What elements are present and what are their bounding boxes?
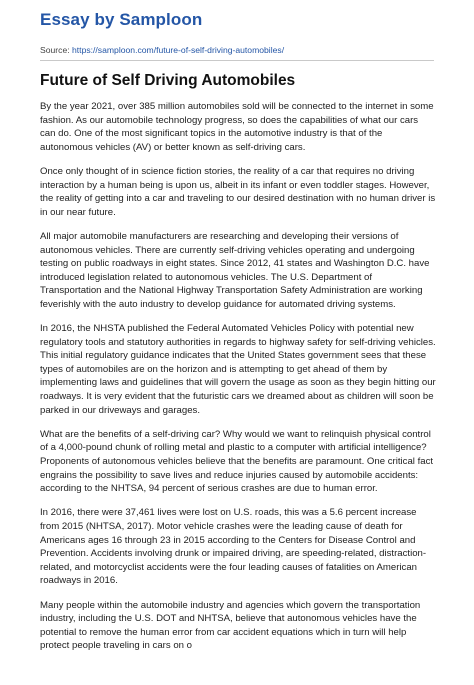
source-link[interactable]: https://samploon.com/future-of-self-driving-automobiles/ (72, 45, 285, 55)
paragraph-4: In 2016, the NHSTA published the Federal Automated Vehicles Policy with potential new regulatory tools and statutory authorities in regards to highway safety for self-driving vehicles. This initial regulatory guidance indicates that the United States government sees that these types of automobiles are on the horizon and is attempting to get ahead of them by implementing laws and guidelines that will govern the usage as soon as they begin hitting our roadways. It is very evident that the futuristic cars we dreamed about as children will soon be parked in our driveways and garages. (40, 323, 436, 416)
paragraph-1: By the year 2021, over 385 million automobiles sold will be connected to the internet in some fashion. As our automobile technology progress, so does the capabilities of what our cars can do. One of the most significant topics in the automotive industry is that of the autonomous vehicles (AV) or better known as self-driving cars. (40, 101, 434, 153)
site-brand-title: Essay by Samploon (40, 10, 203, 29)
header-divider (40, 60, 434, 61)
paragraph-2: Once only thought of in science fiction stories, the reality of a car that requires no driving interaction by a human being is upon us, albeit in its infant or even toddler stages. However, the reality of getting into a car and traveling to our desired destination with no human driver is in our near future. (40, 165, 436, 218)
source-label: Source: (40, 45, 73, 55)
essay-title: Future of Self Driving Automobiles (40, 72, 296, 89)
paragraph-3: All major automobile manufacturers are researching and developing their versions of autonomous vehicles. There are currently self-driving vehicles operating and undergoing testing on public roadways in eight states. Since 2012, 41 states and Washington D.C. have introduced legislation related to autonomous vehicles. The U.S. Department of Transportation and the National Highway Transportation Safety Administration are working feverishly with the auto industry to develop guidance for automated driving systems. (40, 230, 430, 310)
paragraph-7: Many people within the automobile industry and agencies which govern the transportation industry, including the U.S. DOT and NHTSA, believe that autonomous vehicles have the potential to remove the human error from car accident equations which in turn will help protect people traveling in cars on o (40, 599, 421, 652)
paragraph-5: What are the benefits of a self-driving car? Why would we want to relinquish physical control of a 4,000-pound chunk of rolling metal and plastic to a computer with artificial intelligence? Proponents of autonomous vehicles believe that the benefits are paramount. One critical fact engrains the possibility to save lives and reduce injuries caused by automobile accidents: according to the NHTSA, 94 percent of serious crashes are due to human error. (40, 428, 434, 495)
paragraph-6: In 2016, there were 37,461 lives were lost on U.S. roads, this was a 5.6 percent increase from 2015 (NHTSA, 2017). Motor vehicle crashes were the leading cause of death for Americans ages 16 through 23 in 2015 according to the Centers for Disease Control and Prevention. Accidents involving drunk or impaired driving, are speeding-related, distraction-related, and motorcyclist accidents were the four leading causes of fatalities on American roadways in 2016. (40, 507, 427, 587)
essay-body (40, 100, 436, 664)
source-line (40, 45, 284, 55)
